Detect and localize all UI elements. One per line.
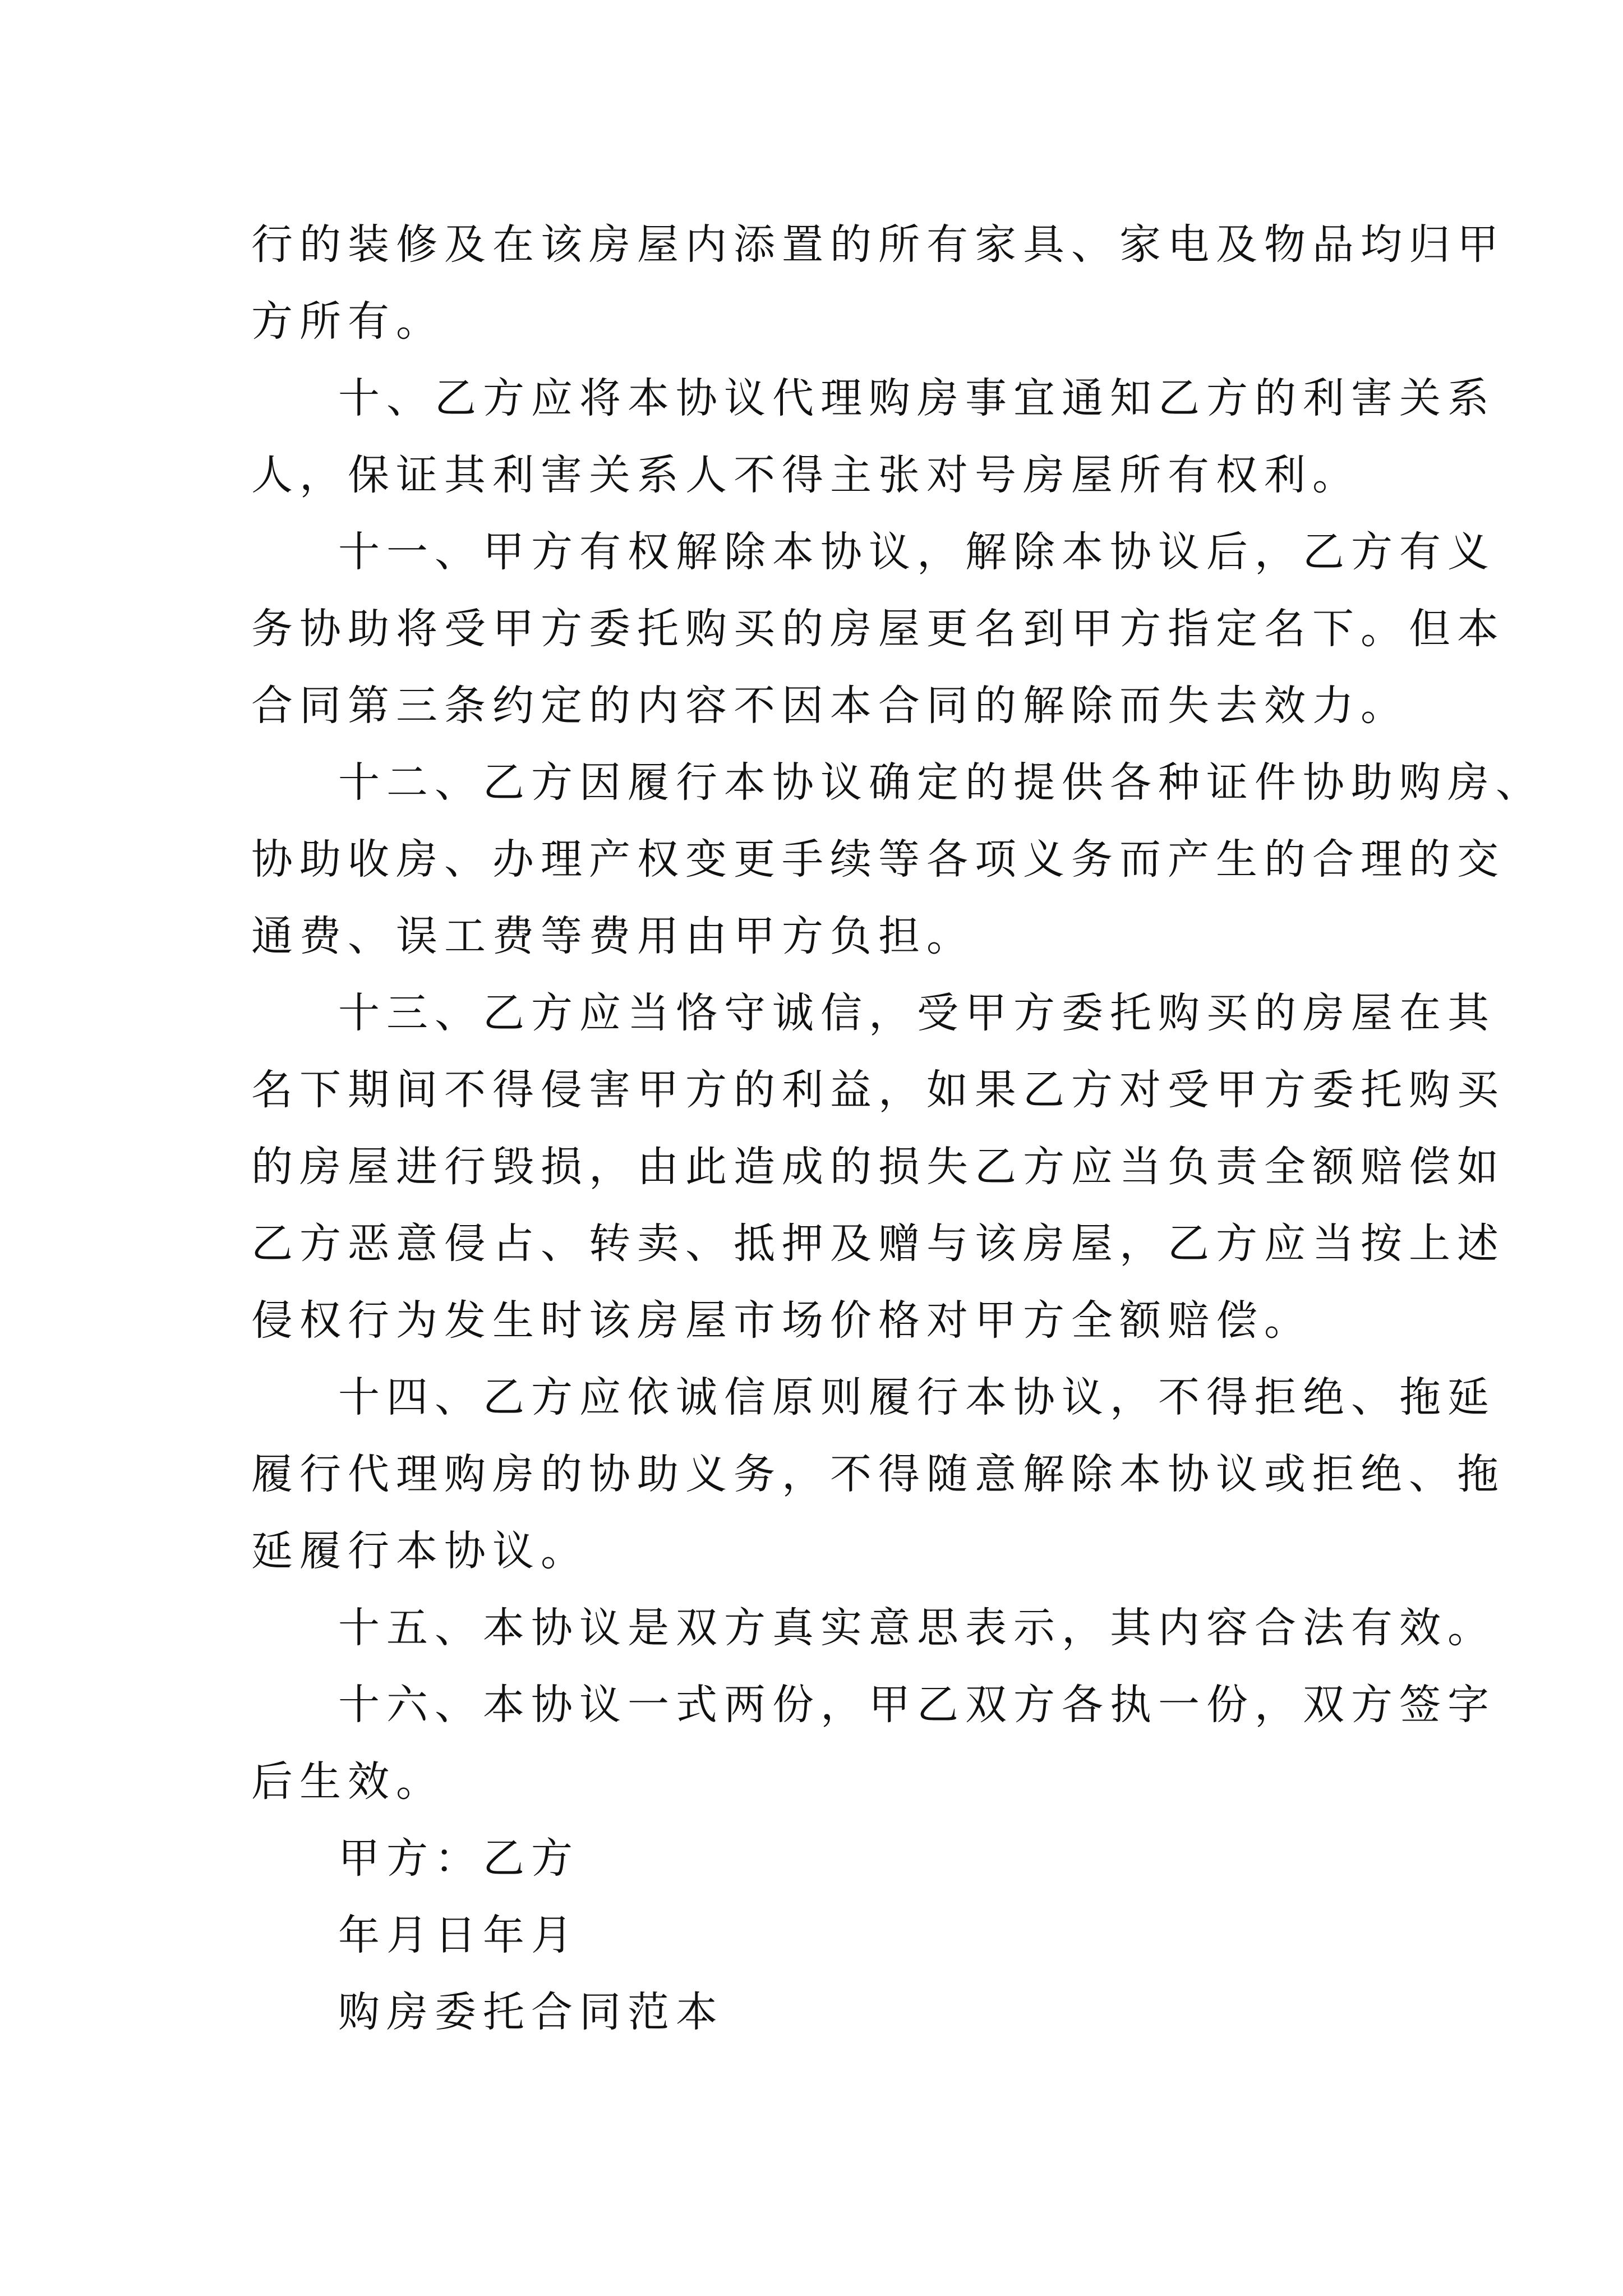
text-line: 乙方恶意侵占、转卖、抵押及赠与该房屋，乙方应当按上述 — [251, 1220, 1505, 1268]
clause-thirteen-line: 十三、乙方应当恪守诚信，受甲方委托购买的房屋在其 — [338, 989, 1496, 1037]
clause-ten-line: 十、乙方应将本协议代理购房事宜通知乙方的利害关系 — [338, 374, 1496, 422]
clause-fourteen-line: 十四、乙方应依诚信原则履行本协议，不得拒绝、拖延 — [338, 1373, 1496, 1421]
clause-sixteen-line: 十六、本协议一式两份，甲乙双方各执一份，双方签字 — [338, 1681, 1496, 1729]
signature-date-line: 年月日年月 — [338, 1911, 579, 1959]
text-line: 务协助将受甲方委托购买的房屋更名到甲方指定名下。但本 — [251, 605, 1505, 653]
text-line: 的房屋进行毁损，由此造成的损失乙方应当负责全额赔偿如 — [251, 1143, 1505, 1191]
document-page — [251, 206, 1544, 2051]
text-line: 延履行本协议。 — [251, 1527, 589, 1575]
clause-fifteen-line: 十五、本协议是双方真实意思表示，其内容合法有效。 — [338, 1604, 1496, 1652]
document-title-footer: 购房委托合同范本 — [338, 1988, 724, 2036]
text-line: 协助收房、办理产权变更手续等各项义务而产生的合理的交 — [251, 835, 1505, 884]
text-line: 合同第三条约定的内容不因本合同的解除而失去效力。 — [251, 682, 1409, 730]
text-line: 履行代理购房的协助义务，不得随意解除本协议或拒绝、拖 — [251, 1450, 1505, 1498]
text-line: 侵权行为发生时该房屋市场价格对甲方全额赔偿。 — [251, 1296, 1312, 1345]
clause-eleven-line: 十一、甲方有权解除本协议，解除本协议后，乙方有义 — [338, 528, 1496, 576]
text-line: 通费、误工费等费用由甲方负担。 — [251, 912, 975, 960]
text-line: 后生效。 — [251, 1757, 444, 1806]
clause-twelve-line: 十二、乙方因履行本协议确定的提供各种证件协助购房、 — [338, 758, 1544, 807]
text-line: 名下期间不得侵害甲方的利益，如果乙方对受甲方委托购买 — [251, 1066, 1505, 1114]
text-line: 方所有。 — [251, 297, 444, 346]
signature-parties-line: 甲方：乙方 — [338, 1834, 579, 1883]
text-line: 人，保证其利害关系人不得主张对号房屋所有权利。 — [251, 451, 1361, 499]
text-line: 行的装修及在该房屋内添置的所有家具、家电及物品均归甲 — [251, 220, 1505, 269]
